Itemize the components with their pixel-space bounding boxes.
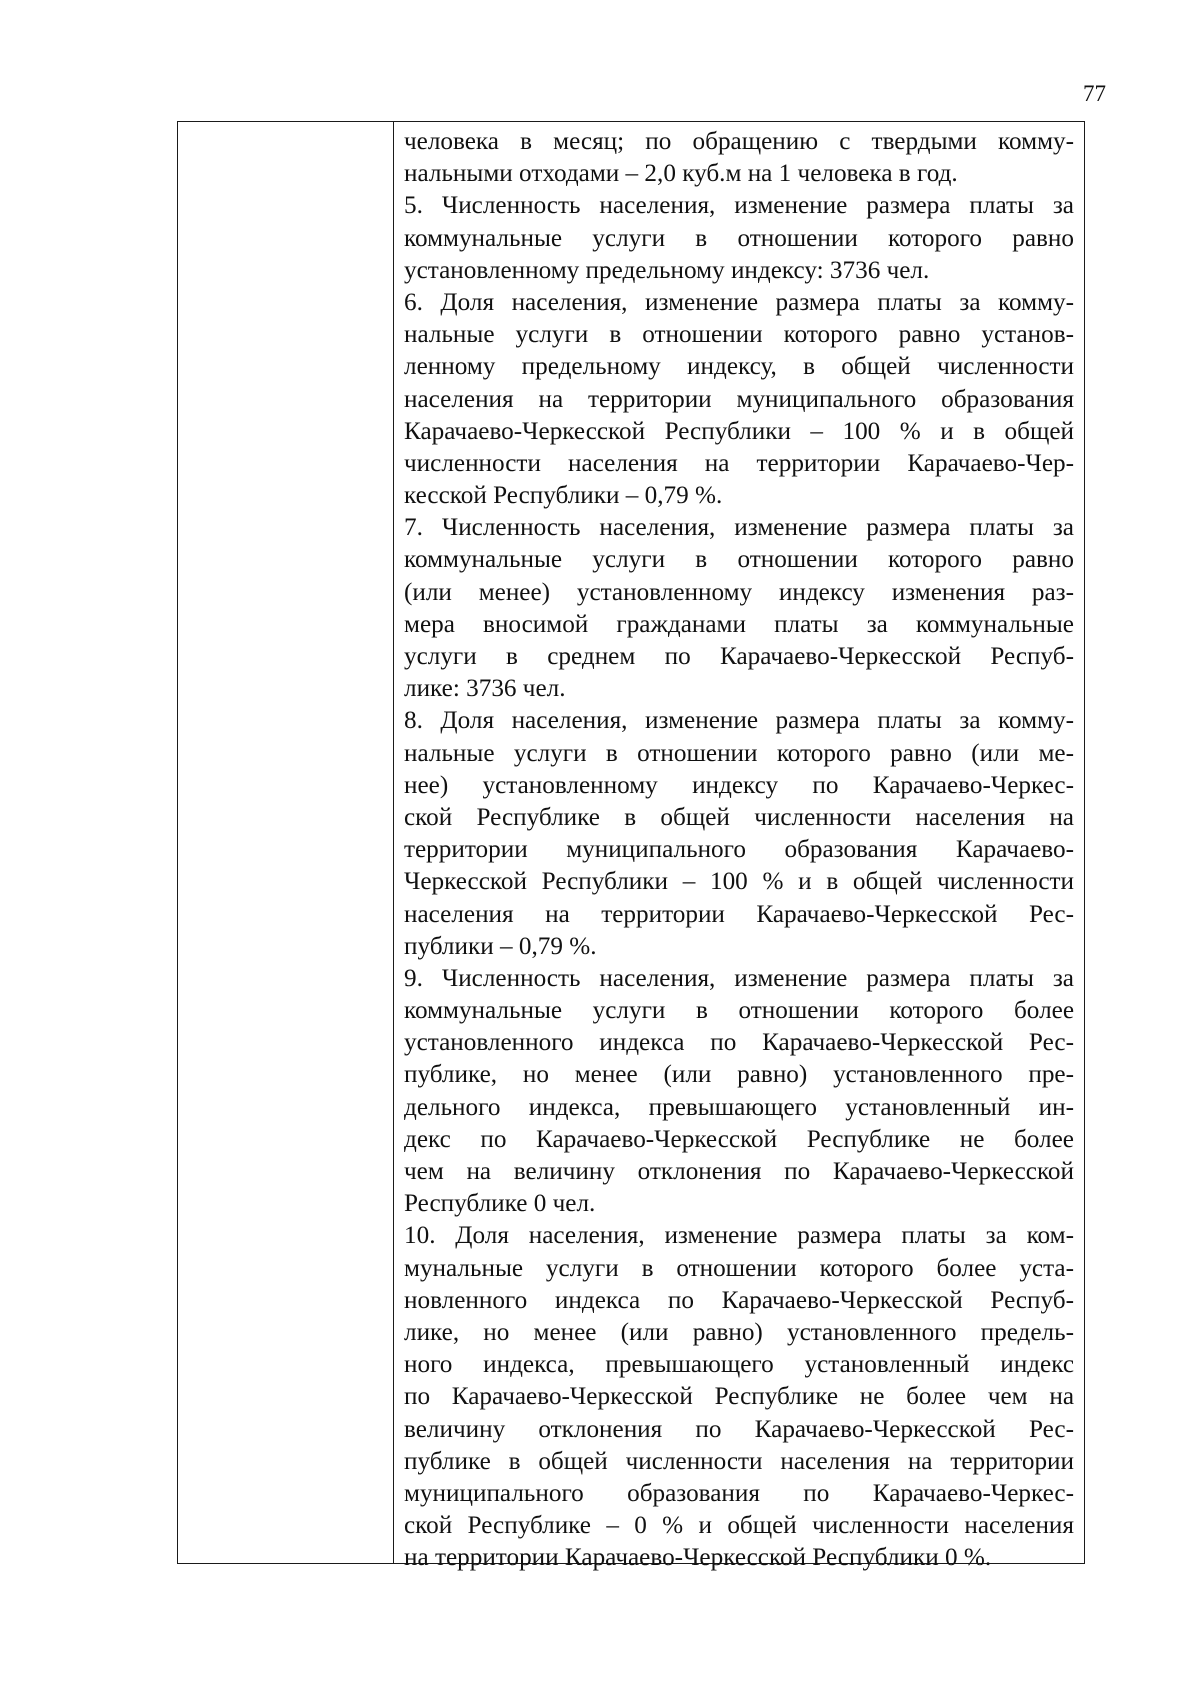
text-line: ской Республике в общей численности населения на: [404, 803, 1074, 831]
text-line: нальные услуги в отношении которого равно установ-: [404, 321, 1074, 349]
text-line: на территории Карачаево-Черкесской Республики 0 %.: [404, 1544, 992, 1572]
text-line: мунальные услуги в отношении которого более уста-: [404, 1254, 1074, 1282]
text-line: ного индекса, превышающего установленный индекс: [404, 1351, 1074, 1379]
paragraph-4: [404, 512, 1074, 705]
paragraph-2: [404, 190, 1074, 287]
text-line: дельного индекса, превышающего установленный ин-: [404, 1093, 1074, 1121]
text-line: лике, но менее (или равно) установленного предель-: [404, 1318, 1074, 1346]
text-line: новленного индекса по Карачаево-Черкесской Респуб-: [404, 1286, 1074, 1314]
page-number: 77: [1083, 81, 1106, 106]
text-line: по Карачаево-Черкесской Республике не более чем на: [404, 1383, 1074, 1411]
text-line: величину отклонения по Карачаево-Черкесской Рес-: [404, 1415, 1074, 1443]
text-line: 10. Доля населения, изменение размера платы за ком-: [404, 1222, 1074, 1250]
text-line: ской Республике – 0 % и общей численности населения: [404, 1512, 1074, 1540]
text-line: кесской Республики – 0,79 %.: [404, 482, 723, 510]
text-line: нальными отходами – 2,0 куб.м на 1 человека в год.: [404, 160, 958, 188]
text-line: 8. Доля населения, изменение размера платы за комму-: [404, 707, 1074, 735]
table-right-cell: [394, 122, 1084, 1572]
text-line: ленному предельному индексу, в общей численности: [404, 353, 1074, 381]
text-line: мера вносимой гражданами платы за коммунальные: [404, 610, 1074, 638]
paragraph-6: [404, 963, 1074, 1221]
paragraph-5: [404, 705, 1074, 963]
text-line: чем на величину отклонения по Карачаево-Черкесской: [404, 1158, 1074, 1185]
text-line: Карачаево-Черкесской Республики – 100 % и в общей: [404, 417, 1074, 445]
paragraph-1: [404, 126, 1074, 190]
text-line: Республике 0 чел.: [404, 1190, 596, 1218]
text-line: декс по Карачаево-Черкесской Республике не более: [404, 1125, 1074, 1153]
text-line: Черкесской Республики – 100 % и в общей численности: [404, 868, 1074, 896]
text-line: коммунальные услуги в отношении которого более: [404, 997, 1074, 1025]
text-line: нальные услуги в отношении которого равно (или ме-: [404, 739, 1074, 767]
text-line: населения на территории Карачаево-Черкесской Рес-: [404, 900, 1074, 928]
text-line: человека в месяц; по обращению с твердыми комму-: [404, 128, 1074, 155]
text-line: публике в общей численности населения на территории: [404, 1447, 1074, 1475]
text-line: территории муниципального образования Карачаево-: [404, 836, 1074, 864]
text-line: нее) установленному индексу по Карачаево-Черкес-: [404, 771, 1074, 799]
text-line: коммунальные услуги в отношении которого равно: [404, 224, 1074, 252]
text-line: услуги в среднем по Карачаево-Черкесской Респуб-: [404, 643, 1074, 670]
text-line: численности населения на территории Карачаево-Чер-: [404, 449, 1074, 477]
text-line: лике: 3736 чел.: [404, 675, 566, 703]
text-line: публики – 0,79 %.: [404, 932, 597, 960]
text-line: коммунальные услуги в отношении которого равно: [404, 546, 1074, 574]
document-table: [177, 121, 1085, 1572]
text-line: 9. Численность населения, изменение размера платы за: [404, 964, 1074, 992]
table-left-cell: [178, 122, 394, 1563]
text-line: населения на территории муниципального образования: [404, 385, 1074, 413]
paragraph-7: [404, 1220, 1074, 1574]
text-line: установленного индекса по Карачаево-Черкесской Рес-: [404, 1029, 1074, 1057]
text-line: муниципального образования по Карачаево-Черкес-: [404, 1479, 1074, 1507]
text-line: установленному предельному индексу: 3736 чел.: [404, 256, 930, 284]
text-line: публике, но менее (или равно) установленного пре-: [404, 1061, 1074, 1089]
text-line: 6. Доля населения, изменение размера платы за комму-: [404, 288, 1074, 316]
text-line: 7. Численность населения, изменение размера платы за: [404, 514, 1074, 542]
text-line: (или менее) установленному индексу изменения раз-: [404, 578, 1074, 606]
paragraph-3: [404, 287, 1074, 512]
text-line: 5. Численность населения, изменение размера платы за: [404, 192, 1074, 220]
